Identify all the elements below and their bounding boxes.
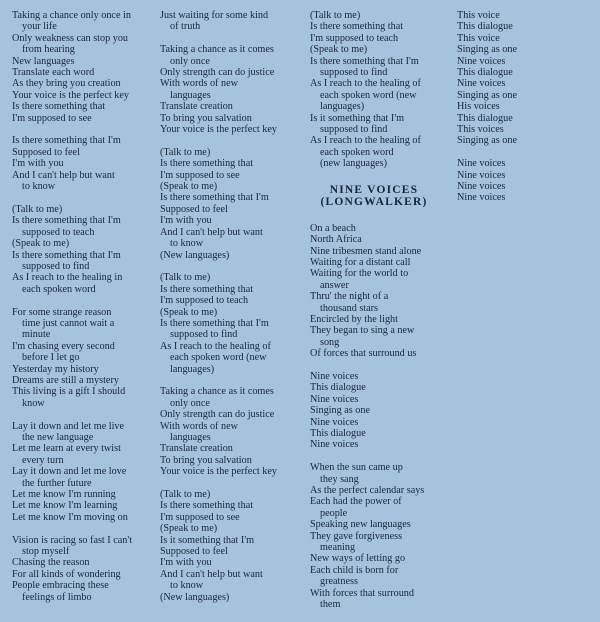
lyric-line: (Speak to me) — [160, 306, 218, 318]
lyric-line: Waiting for a distant call — [310, 256, 411, 268]
lyric-stanza — [12, 204, 154, 295]
lyric-line: And I can't help but want — [160, 226, 263, 238]
lyric-line: (Speak to me) — [160, 181, 218, 193]
lyric-line: Vision is racing so fast I can't — [12, 534, 133, 546]
lyric-line: Nine voices — [310, 416, 359, 428]
lyric-line: Singing as one — [457, 89, 517, 101]
lyric-line: Taking a chance only once in — [12, 10, 131, 21]
lyric-stanza — [160, 272, 310, 375]
lyric-line: (Talk to me) — [160, 488, 211, 500]
lyric-line: each spoken word (new — [170, 352, 267, 364]
lyric-line: your life — [22, 21, 57, 33]
lyric-stanza — [12, 307, 154, 410]
lyrics-column-4 — [457, 10, 567, 215]
lyric-line: Lay it down and let me love — [12, 466, 127, 478]
lyric-line: stop myself — [22, 546, 70, 558]
lyric-line: Supposed to feel — [160, 203, 228, 215]
lyric-line: song — [320, 336, 340, 348]
lyric-stanza — [12, 10, 154, 124]
lyric-line: To bring you salvation — [160, 454, 252, 466]
lyric-line: meaning — [320, 542, 356, 554]
lyric-line: They began to sing a new — [310, 325, 415, 337]
lyric-line: (Speak to me) — [160, 523, 218, 535]
lyric-line: I'm supposed to see — [12, 112, 92, 124]
lyric-line: I'm supposed to see — [160, 169, 240, 181]
lyric-line: (New languages) — [160, 591, 230, 603]
lyric-line: Let me know I'm moving on — [12, 511, 128, 523]
lyric-line: the new language — [22, 431, 94, 443]
lyric-line: only once — [170, 397, 210, 409]
lyric-line: Is there something that I'm — [12, 249, 121, 261]
lyric-line: time just cannot wait a — [22, 317, 115, 329]
lyric-line: Is there something that — [160, 158, 254, 170]
lyric-line: I'm supposed to see — [160, 511, 240, 523]
lyric-line: Nine voices — [457, 169, 506, 181]
lyric-line: Nine voices — [457, 158, 506, 170]
lyric-line: them — [320, 599, 341, 611]
lyric-line: Just waiting for some kind — [160, 10, 269, 21]
lyric-line: (Talk to me) — [160, 146, 211, 158]
lyric-line: With forces that surround — [310, 587, 414, 599]
lyric-line: Nine tribesmen stand alone — [310, 245, 422, 257]
lyric-line: Only strength can do justice — [160, 409, 275, 421]
lyric-stanza — [12, 421, 154, 524]
song-title: NINE VOICES (LONGWALKER) — [320, 183, 428, 209]
lyric-line: And I can't help but want — [160, 568, 263, 580]
lyric-line: As I reach to the healing in — [12, 272, 123, 284]
lyric-line: As I reach to the healing of — [160, 340, 271, 352]
lyric-line: greatness — [320, 576, 358, 588]
lyric-line: to know — [22, 181, 56, 193]
lyric-line: Nine voices — [310, 370, 359, 382]
lyric-line: Nine voices — [457, 55, 506, 67]
lyric-line: This voice — [457, 32, 500, 44]
lyric-line: Each had the power of — [310, 496, 402, 508]
lyric-line: (Speak to me) — [310, 44, 368, 56]
lyric-line: know — [22, 397, 45, 409]
lyric-line: Of forces that surround us — [310, 348, 417, 360]
lyric-line: Let me know I'm running — [12, 489, 116, 500]
lyric-stanza — [12, 135, 154, 192]
lyric-line: supposed to find — [22, 260, 90, 272]
lyric-stanza — [160, 10, 310, 33]
lyric-line: Supposed to feel — [12, 146, 80, 158]
lyric-line: Only strength can do justice — [160, 67, 275, 79]
lyric-line: supposed to find — [320, 124, 388, 136]
lyric-line: (New languages) — [160, 249, 230, 261]
lyric-line: Dreams are still a mystery — [12, 374, 119, 386]
lyric-line: (Talk to me) — [310, 10, 361, 21]
lyric-line: Is it something that I'm — [310, 112, 405, 124]
lyrics-column-3 — [310, 10, 460, 622]
lyric-line: every turn — [22, 454, 64, 466]
lyric-line: languages — [170, 89, 211, 101]
lyric-line: minute — [22, 329, 51, 341]
lyric-line: Is there something that — [12, 101, 106, 113]
lyric-line: They gave forgiveness — [310, 530, 403, 542]
lyric-line: As I reach to the healing of — [310, 135, 421, 147]
lyric-line: each spoken word (new — [320, 89, 417, 101]
lyric-line: To bring you salvation — [160, 112, 252, 124]
lyric-line: languages — [170, 431, 211, 443]
lyric-stanza — [310, 462, 460, 610]
lyric-line: This dialogue — [310, 382, 366, 394]
lyric-line: Translate creation — [160, 443, 233, 455]
lyric-line: Your voice is the perfect key — [160, 466, 277, 478]
lyric-line: New languages — [12, 55, 75, 67]
lyric-line: each spoken word — [22, 283, 96, 295]
lyric-line: Nine voices — [310, 393, 359, 405]
lyric-line: With words of new — [160, 78, 238, 90]
lyric-line: Chasing the reason — [12, 557, 90, 569]
lyric-line: Is it something that I'm — [160, 534, 255, 546]
lyric-line: Is there something that I'm — [12, 135, 121, 147]
lyric-line: Your voice is the perfect key — [12, 89, 129, 101]
lyric-line: Taking a chance as it comes — [160, 44, 274, 56]
lyric-line: Singing as one — [457, 44, 517, 56]
lyric-line: they sang — [320, 473, 359, 485]
lyric-line: of truth — [170, 21, 201, 33]
lyric-line: Is there something that I'm — [310, 55, 419, 67]
lyric-line: New ways of letting go — [310, 553, 406, 565]
lyric-line: On a beach — [310, 222, 356, 234]
lyric-line: feelings of limbo — [22, 591, 92, 603]
lyric-line: For some strange reason — [12, 306, 112, 318]
lyric-stanza — [12, 535, 154, 603]
lyric-line: Is there something that — [160, 500, 254, 512]
lyric-line: (new languages) — [320, 158, 388, 170]
lyric-line: thousand stars — [320, 302, 379, 314]
lyric-stanza — [310, 223, 460, 360]
lyric-line: I'm supposed to teach — [160, 295, 249, 307]
lyric-line: This dialogue — [457, 67, 513, 79]
lyric-line: Supposed to feel — [160, 546, 228, 558]
lyric-line: Singing as one — [310, 405, 370, 417]
lyric-line: (Speak to me) — [12, 238, 70, 250]
lyrics-column-2 — [160, 10, 310, 614]
lyric-line: This living is a gift I should — [12, 386, 126, 398]
lyric-line: This voices — [457, 124, 504, 136]
lyric-line: His voices — [457, 101, 500, 113]
lyric-line: When the sun came up — [310, 462, 403, 474]
lyric-line: to know — [170, 238, 204, 250]
lyric-line: people — [320, 507, 348, 519]
lyric-line: Encircled by the light — [310, 313, 398, 325]
lyric-line: each spoken word — [320, 146, 394, 158]
lyric-stanza — [160, 386, 310, 477]
lyric-line: before I let go — [22, 352, 80, 364]
lyric-line: This dialogue — [310, 427, 366, 439]
lyric-line: Let me learn at every twist — [12, 443, 121, 455]
lyric-stanza — [310, 371, 460, 451]
lyric-line: Is there something that I'm — [12, 215, 121, 227]
lyric-line: supposed to find — [320, 67, 388, 79]
lyric-line: I'm with you — [12, 158, 64, 170]
lyric-stanza — [457, 158, 567, 204]
lyric-line: As I reach to the healing of — [310, 78, 421, 90]
lyrics-column-1 — [12, 10, 154, 614]
lyric-line: With words of new — [160, 420, 238, 432]
lyric-line: Thru' the night of a — [310, 291, 389, 303]
lyric-line: Translate creation — [160, 101, 233, 113]
lyric-line: Waiting for the world to — [310, 268, 409, 280]
lyric-line: (Talk to me) — [160, 272, 211, 284]
lyric-line: languages) — [320, 101, 365, 113]
lyric-line: Let me know I'm learning — [12, 500, 118, 512]
lyric-stanza — [160, 147, 310, 261]
lyric-line: For all kinds of wondering — [12, 568, 121, 580]
lyric-line: Nine voices — [457, 78, 506, 90]
lyric-line: I'm chasing every second — [12, 340, 115, 352]
lyric-line: Speaking new languages — [310, 519, 411, 531]
lyric-line: Is there something that — [160, 283, 254, 295]
lyric-line: Translate each word — [12, 67, 95, 79]
lyric-line: I'm with you — [160, 557, 212, 569]
lyric-line: only once — [170, 55, 210, 67]
lyric-line: And I can't help but want — [12, 169, 115, 181]
lyric-line: Yesterday my history — [12, 363, 99, 375]
lyric-line: Only weakness can stop you — [12, 32, 129, 44]
lyric-line: This dialogue — [457, 21, 513, 33]
lyric-line: from hearing — [22, 44, 75, 56]
lyric-line: Nine voices — [457, 181, 506, 193]
lyric-line: supposed to teach — [22, 226, 95, 238]
lyric-line: supposed to find — [170, 329, 238, 341]
lyric-line: People embracing these — [12, 580, 109, 592]
lyric-line: the further future — [22, 477, 92, 489]
lyric-line: Your voice is the perfect key — [160, 124, 277, 136]
lyric-line: I'm with you — [160, 215, 212, 227]
lyric-line: Lay it down and let me live — [12, 420, 125, 432]
lyric-line: Nine voices — [310, 439, 359, 451]
lyric-line: As they bring you creation — [12, 78, 121, 90]
lyric-line: I'm supposed to teach — [310, 32, 399, 44]
lyric-line: Is there something that I'm — [160, 317, 269, 329]
lyric-stanza — [457, 10, 567, 147]
lyric-line: This voice — [457, 10, 500, 21]
lyric-line: (Talk to me) — [12, 203, 63, 215]
lyric-line: to know — [170, 580, 204, 592]
lyric-line: This dialogue — [457, 112, 513, 124]
lyric-line: North Africa — [310, 234, 362, 246]
lyric-line: answer — [320, 279, 349, 291]
lyric-line: Singing as one — [457, 135, 517, 147]
lyric-line: Nine voices — [457, 192, 506, 204]
lyric-line: As the perfect calendar says — [310, 485, 425, 496]
lyric-line: Each child is born for — [310, 564, 399, 576]
lyric-line: Taking a chance as it comes — [160, 386, 274, 398]
lyric-stanza — [160, 489, 310, 603]
lyric-line: languages) — [170, 363, 215, 375]
lyric-line: Is there something that — [310, 21, 404, 33]
lyric-line: Is there something that I'm — [160, 192, 269, 204]
lyric-stanza — [160, 44, 310, 135]
lyric-stanza — [310, 10, 460, 170]
